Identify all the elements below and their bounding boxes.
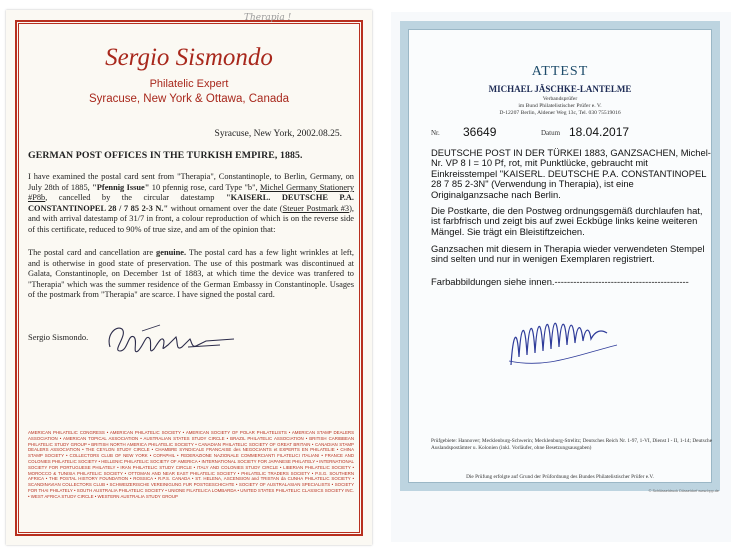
opinion-paragraph	[28, 248, 354, 301]
expert-title: Philatelic Expert	[149, 78, 229, 90]
certificate-date: 18.04.2017	[569, 125, 630, 139]
expertise-areas: Prüfgebiete: Hannover; Mecklenburg-Schwerin; Mecklenburg-Strelitz; Deutsches Reich Nr. 1-97, 1-VI, Dienst I - II, 1-14; Deutsche Auslandspostämter u. Kolonien (inkl. Vorläufer, ohne Besetzungsausgaben)	[431, 438, 713, 451]
date-label: Datum	[541, 129, 561, 137]
pencil-note: Therapia !	[244, 13, 292, 23]
genuine-verdict: genuine.	[156, 248, 187, 257]
rarity-paragraph: Ganzsachen mit diesem in Therapia wieder verwendeten Stempel sind selten und nur in wenigen Exemplaren registriert.	[431, 243, 705, 265]
postmark-text: "KAISERL. DEUTSCHE P.A. CONSTANTINOPEL 28 / 7 85 2-3 N."	[28, 193, 354, 213]
michel-reference: Michel Germany Stationery #P8b	[28, 182, 355, 203]
expert-name: MICHAEL JÄSCHKE-LANTELME	[488, 84, 632, 94]
attest-body	[408, 29, 712, 483]
certificate-number: 36649	[463, 125, 497, 139]
text-run: 10 pfennig rose, card Type "b",	[149, 182, 260, 192]
condition-paragraph: Die Postkarte, die den Postweg ordnungsgemäß durchlaufen hat, ist farbfrisch und zeigt bis auf zwei Eckbüge links keine weiteren Mängel. Sie trägt ein Bleistiftzeichen.	[431, 205, 703, 237]
expert-location: Syracuse, New York & Ottawa, Canada	[88, 93, 290, 105]
text-run: I have examined the postal card sent from "Therapia", Constantinople, to Berlin, Germany, on July 28th of 1885,	[28, 172, 354, 192]
text-run: The postal card has a few light wrinkles at left, and is otherwise in good state of preservation. The use of this postmark was discontinued at Galata, Constantinople, on December 1st of 1883, at which time the device was tranfered to "Therapia" which was the summer residence of the German Embassy in Constantinople. Usages of the postmark from "Therapia" are scarce. I have signed the postal card.	[28, 248, 355, 300]
attest-title: ATTEST	[531, 64, 589, 79]
text-run: ), and with arrival datestamp of 31/7 in front, a colour reproduction of which is on the reverse side of this certificate, reduced to 90% of true size, and am of the opinion that:	[28, 203, 354, 234]
handwritten-signature	[102, 317, 242, 359]
expert-name: Sergio Sismondo	[105, 44, 273, 71]
society-memberships: AMERICAN PHILATELIC CONGRESS • AMERICAN PHILATELIC SOCIETY • AMERICAN SOCIETY OF POLAR PHILATELISTS • AMERICAN STAMP DEALERS ASSOCIATION • AMERICAN TOPICAL ASSOCIATION • AUSTRALIAN STATES STUDY CIRCLE • BRAZIL PHILATELIC ASSOCIATION • BRITISH CARIBBEAN PHILATELIC STUDY GROUP • BRITISH NORTH AMERICA PHILATELIC SOCIETY • CANADIAN PHILATELIC SOCIETY OF GREAT BRITAIN • CANADIAN STAMP DEALERS ASSOCIATION • THE CEYLON STUDY CIRCLE • CHAMBRE SYNDICALE FRANCAISE des NEGOCIANTS et EXPERTS EN PHILATELIE • CHINA STAMP SOCIETY • COLLECTORS CLUB OF NEW YORK • COPAPHIL • FEDERAZIONE NAZIONALE COMMERCIANTI FILATELICI ITALIANI • FRANCE AND COLONIES PHILATELIC SOCIETY • HELLENIC PHILATELIC SOCIETY OF AMERICA • INTERNATIONAL SOCIETY FOR JAPANESE PHILATELY • INTERNATIONAL SOCIETY FOR PORTUGUESE PHILATELY • IRAN PHILATELIC STUDY CIRCLE • ITALY AND COLONIES STUDY CIRCLE • LIBERIAN PHILATELIC SOCIETY • MOROCCO & TUNISIA PHILATELIC SOCIETY • OTTOMAN AND NEAR EAST PHILATELIC SOCIETY • PHILATELIC TRADERS SOCIETY • P.S.G. SOUTHERN AFRICA • THE POSTAL HISTORY FOUNDATION • ROSSICA • R.P.S. CANADA • ST. HELENA, ASCENSION and TRISTAN da CUNHA PHILATELIC SOCIETY • SCANDINAVIAN COLLECTORS CLUB • SCHWEIZERISCHE VEREINIGUNG FUR POSTGESCHICHTE • SOCIETY OF AUSTRALASIAN SPECIALISTS • SOCIETY FOR THAI PHILATELY • SOUTH AUSTRALIA PHILATELIC SOCIETY • UNIONE FILATELICA LOMBARDA • UNITED STATES PHILATELIC CLASSICS SOCIETY INC. • WEST AFRICA STUDY CIRCLE • WESTERN AUSTRALIA STUDY GROUP	[28, 430, 354, 499]
examination-rules: Die Prüfung erfolgte auf Grund der Prüfordnung des Bundes Philatelistischer Prüfer e.V.	[466, 474, 654, 480]
certificate-date: Syracuse, New York, 2002.08.25.	[214, 129, 342, 139]
attest-certificate	[391, 12, 731, 542]
number-label: Nr.	[431, 129, 440, 137]
examination-paragraph	[28, 172, 354, 236]
expert-association: im Bund Philatelistischer Prüfer e. V.	[518, 103, 602, 109]
steuer-reference: Steuer Postmark #3	[282, 203, 350, 213]
issue-name: "Pfennig Issue"	[92, 182, 150, 192]
text-run: The postal card and cancellation are	[28, 248, 157, 257]
expert-signature	[507, 295, 627, 375]
printer-credit: © Schlüsseldruck Düsseldorf www.bpp.de	[648, 489, 719, 493]
guilloche-frame	[400, 21, 720, 491]
illustrations-note: Farbabbildungen siehe innen.-------------------------------------------	[431, 276, 689, 287]
expert-address: D-12207 Berlin, Aldener Weg 13c, Tel. 030 75519016	[499, 110, 621, 116]
sismondo-certificate	[6, 10, 372, 545]
expert-status: Verbandsprüfer	[542, 96, 578, 102]
text-run: , cancelled by the circular datestamp	[45, 193, 226, 203]
description-paragraph: DEUTSCHE POST IN DER TÜRKEI 1883, GANZSACHEN, Michel-Nr. VP 8 I = 10 Pf, rot, mit Punktlücke, gebraucht mit Einkreisstempel "KAISERL. DEUTSCHE P.A. CONSTANTINOPEL 28 7 85 2-3N" (Verwendung in Therapia), ist eine Originalganzsache nach Berlin.	[431, 147, 711, 200]
text-run: without ornament over the date (	[168, 203, 283, 213]
certificate-heading: GERMAN POST OFFICES IN THE TURKISH EMPIRE, 1885.	[28, 150, 303, 161]
signatory-name: Sergio Sismondo.	[28, 332, 89, 342]
